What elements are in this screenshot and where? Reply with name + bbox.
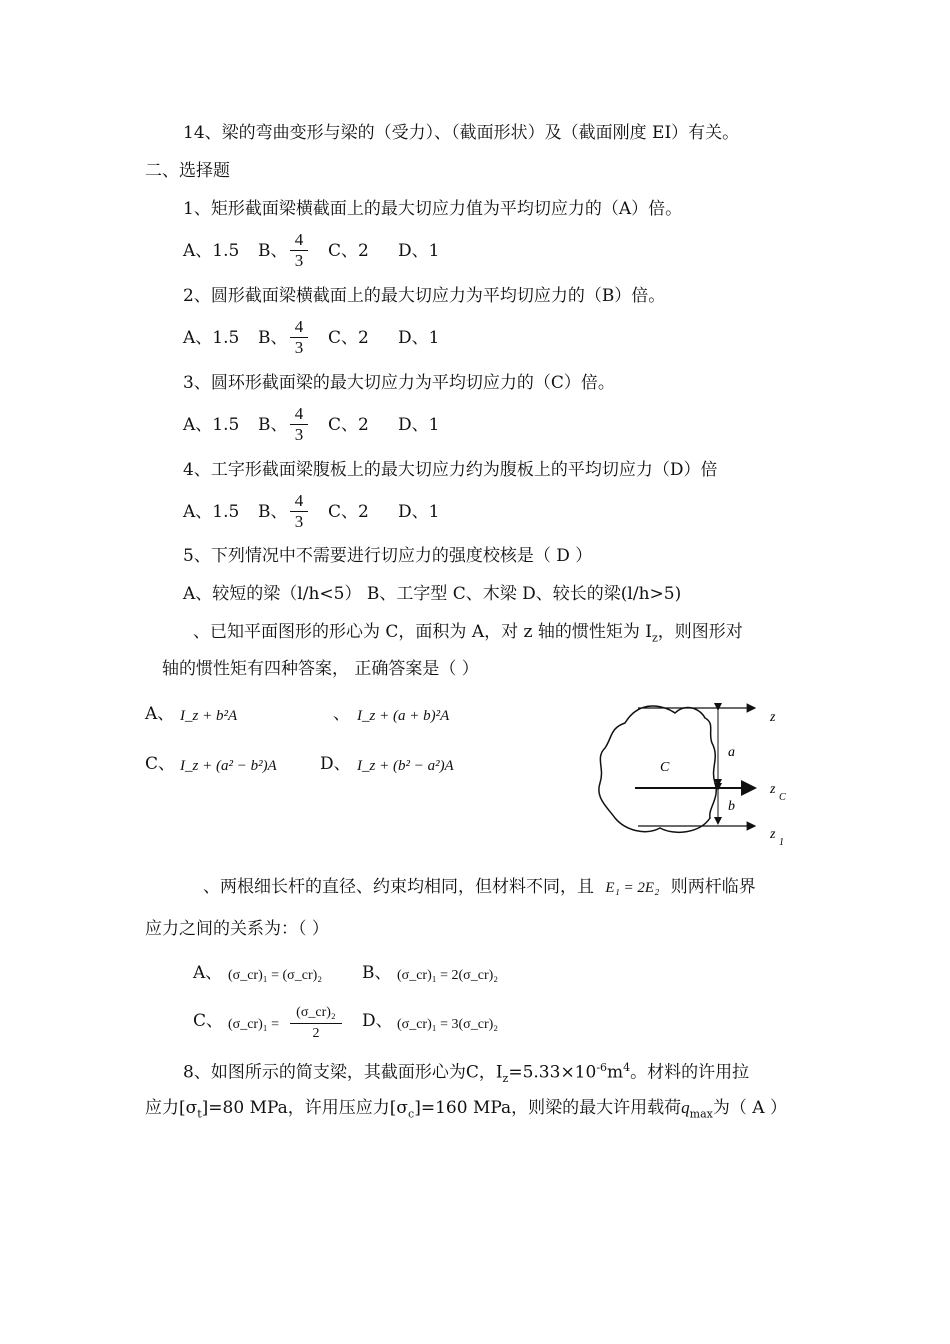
q4-option-b: B、	[258, 502, 288, 522]
q7-c-frac-num: (σ_cr)₂	[290, 1003, 342, 1024]
label-zc: z	[770, 782, 776, 797]
q8-l1-rest: =5.33×10	[508, 1062, 597, 1083]
q1-option-a: A、1.5	[183, 241, 240, 261]
q3-frac-num: 4	[290, 404, 308, 425]
q5-stem: 5、下列情况中不需要进行切应力的强度校核是（ D ）	[183, 546, 593, 566]
q4-frac-num: 4	[290, 491, 308, 512]
q8-l2-q: q	[681, 1098, 690, 1117]
q2-option-b: B、	[258, 328, 288, 348]
q7-option-a-expr: (σ_cr)₁ = (σ_cr)₂	[228, 968, 323, 983]
q4-frac-den: 3	[294, 512, 304, 531]
label-zc-sub: C	[779, 792, 786, 803]
q8-l2-q-sub: max	[689, 1107, 713, 1121]
q6-stem-sub: z	[651, 631, 658, 645]
q8-l2-b-sub: c	[408, 1107, 415, 1121]
q2-option-d: D、1	[398, 328, 440, 348]
q8-l1-end: 。材料的许用拉	[630, 1062, 750, 1083]
section-figure	[590, 688, 810, 863]
q8-l2-b: ]=80 MPa，许用压应力[σ	[201, 1098, 409, 1118]
q6-stem-line1	[193, 621, 743, 649]
q8-l2-c: ]=160 MPa，则梁的最大许用载荷	[414, 1098, 682, 1118]
q8-l2-a: 应力[σ	[145, 1098, 198, 1118]
q7-stem-line1	[203, 876, 756, 899]
q4-option-d: D、1	[398, 502, 440, 522]
q14-line: 14、梁的弯曲变形与梁的（受力）、（截面形状）及（截面刚度 EI）有关。	[183, 123, 740, 143]
q8-l1-unit: m	[607, 1062, 624, 1083]
q6-option-a-expr: I_z + b²A	[180, 708, 238, 724]
q1-option-b: B、	[258, 241, 288, 261]
q7-c-frac-den: 2	[312, 1026, 320, 1041]
q7-option-b-expr: (σ_cr)₁ = 2(σ_cr)₂	[397, 968, 499, 983]
label-a: a	[728, 745, 735, 760]
label-z: z	[770, 710, 776, 725]
irregular-shape	[599, 706, 716, 832]
q6-option-d-expr: I_z + (b² − a²)A	[357, 758, 454, 774]
q7-option-c-expr-left: (σ_cr)₁ =	[228, 1017, 280, 1032]
q3-option-d: D、1	[398, 415, 440, 435]
q4-option-c: C、2	[328, 502, 369, 522]
q8-l2-end: 为（ A ）	[712, 1098, 787, 1118]
q7-option-c-fraction	[290, 1003, 342, 1044]
label-z1-sub: 1	[779, 837, 784, 848]
q3-fraction	[290, 404, 308, 445]
q7-option-a-label: A、	[193, 963, 223, 983]
q5-options: A、较短的梁（l/h<5） B、工字型 C、木梁 D、较长的梁(l/h>5)	[183, 584, 682, 604]
q4-option-a: A、1.5	[183, 502, 240, 522]
q6-option-a-label: A、	[145, 704, 175, 724]
q7-stem-line2: 应力之间的关系为：（ ）	[145, 919, 329, 939]
q1-frac-den: 3	[294, 251, 304, 270]
q6-option-d-label: D、	[320, 754, 351, 774]
q2-frac-num: 4	[290, 317, 308, 338]
q6-stem-end: ，则图形对	[657, 622, 743, 642]
q1-stem: 1、矩形截面梁横截面上的最大切应力值为平均切应力的（A）倍。	[183, 199, 683, 219]
q2-frac-den: 3	[294, 338, 304, 357]
q2-stem: 2、圆形截面梁横截面上的最大切应力为平均切应力的（B）倍。	[183, 286, 666, 306]
q6-option-c-label: C、	[145, 754, 176, 774]
q3-option-b: B、	[258, 415, 288, 435]
section-heading-choice: 二、选择题	[145, 161, 230, 181]
q6-stem-text: 、已知平面图形的形心为 C，面积为 A，对 z 轴的惯性矩为 I	[193, 622, 652, 642]
q8-l1-unit-exp: 4	[623, 1061, 631, 1074]
label-b: b	[728, 799, 735, 814]
q1-frac-num: 4	[290, 230, 308, 251]
q8-l2-a-sub: t	[197, 1107, 202, 1121]
q7-stem-end: 则两杆临界	[670, 877, 756, 897]
q1-option-d: D、1	[398, 241, 440, 261]
q8-l1-text: 8、如图所示的简支梁，其截面形心为C，I	[183, 1062, 503, 1083]
q6-option-b-label: 、	[333, 704, 350, 724]
label-z1: z	[770, 827, 776, 842]
q8-line2	[145, 1097, 787, 1125]
q1-fraction	[290, 230, 308, 271]
q8-line1	[183, 1057, 749, 1090]
q8-l1-sub: z	[502, 1072, 509, 1086]
q6-option-c-expr: I_z + (a² − b²)A	[180, 758, 277, 774]
q3-frac-den: 3	[294, 425, 304, 444]
q1-option-c: C、2	[328, 241, 369, 261]
q8-l1-exp: -6	[596, 1061, 608, 1074]
q2-option-c: C、2	[328, 328, 369, 348]
q3-option-c: C、2	[328, 415, 369, 435]
q3-stem: 3、圆环形截面梁的最大切应力为平均切应力的（C）倍。	[183, 373, 615, 393]
q2-option-a: A、1.5	[183, 328, 240, 348]
q7-condition: E₁ = 2E₂	[605, 880, 660, 896]
q4-fraction	[290, 491, 308, 532]
q7-option-b-label: B、	[362, 963, 392, 983]
q7-option-d-expr: (σ_cr)₁ = 3(σ_cr)₂	[397, 1017, 499, 1032]
q7-stem-text: 、两根细长杆的直径、约束均相同，但材料不同，且	[203, 877, 594, 897]
label-centroid: C	[660, 760, 670, 775]
q4-stem: 4、工字形截面梁腹板上的最大切应力约为腹板上的平均切应力（D）倍	[183, 460, 718, 480]
q7-option-d-label: D、	[362, 1011, 393, 1031]
q2-fraction	[290, 317, 308, 358]
q3-option-a: A、1.5	[183, 415, 240, 435]
q6-stem-line2: 轴的惯性矩有四种答案， 正确答案是（ ）	[162, 659, 479, 679]
q6-option-b-expr: I_z + (a + b)²A	[357, 708, 450, 724]
q7-option-c-label: C、	[193, 1011, 224, 1031]
